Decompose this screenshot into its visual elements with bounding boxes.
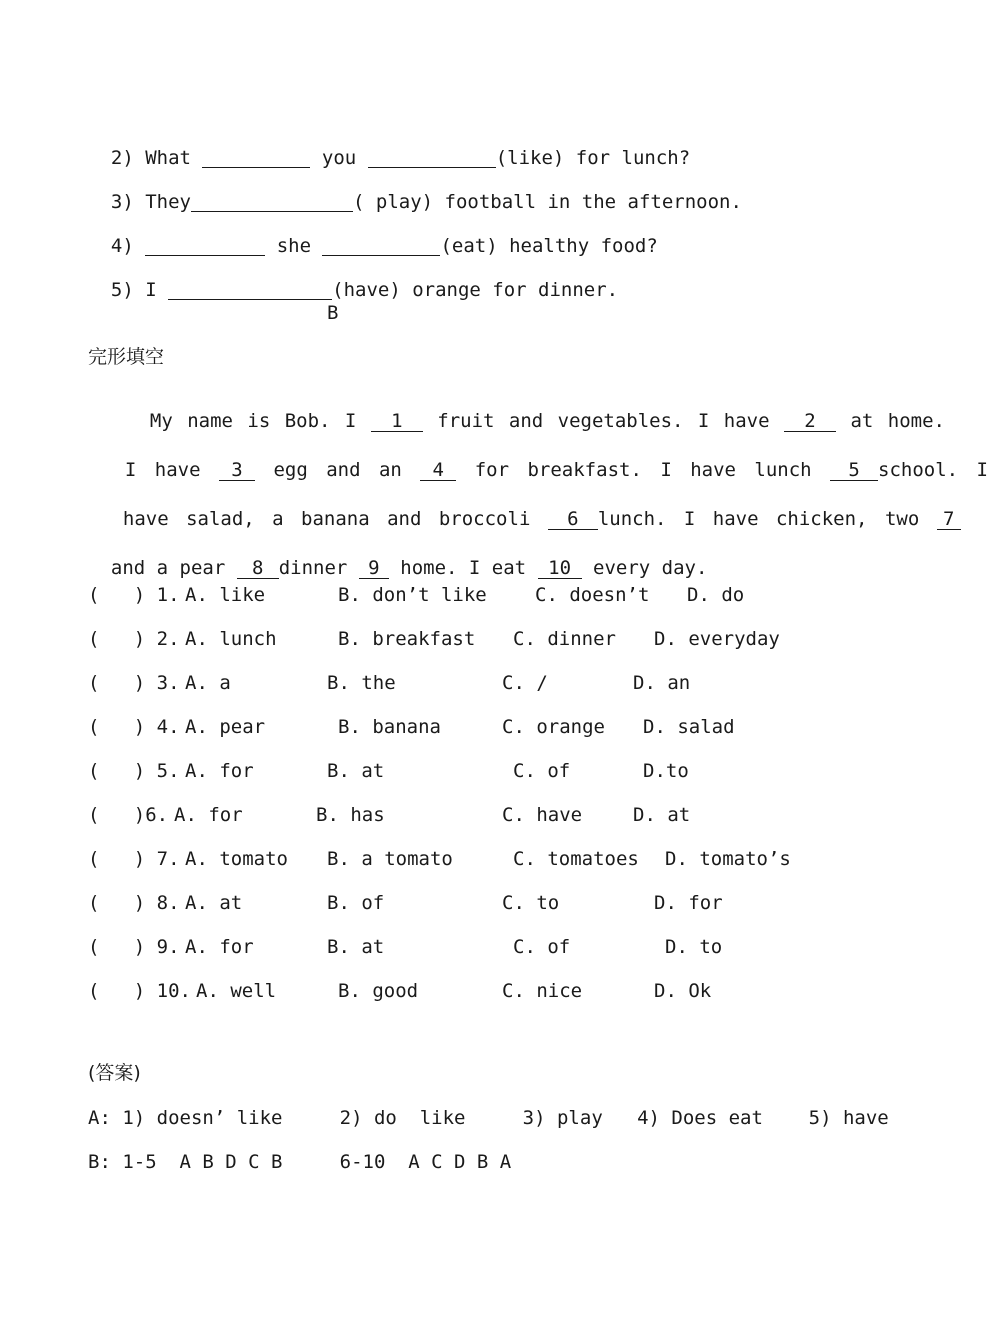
- answer-bracket[interactable]: ( ): [88, 672, 146, 694]
- item-text: you: [321, 146, 357, 169]
- item-text: (like) for lunch?: [495, 146, 691, 169]
- passage-line-3: [88, 491, 961, 530]
- item-number: 2): [110, 146, 134, 169]
- question-row: [88, 760, 180, 782]
- question-number: 2.: [156, 628, 180, 650]
- passage-text: lunch. I have chicken, two: [597, 508, 920, 530]
- item-text: she: [276, 234, 312, 257]
- option-a: A. pear: [185, 716, 266, 738]
- option-d: D. an: [633, 672, 691, 694]
- question-number: 7.: [156, 848, 180, 870]
- answer-bracket[interactable]: ( ): [88, 716, 146, 738]
- option-c: C. dinner: [513, 628, 616, 650]
- item-number: 5): [110, 278, 134, 301]
- answers-a-line: A: 1) doesn’ like 2) do like 3) play 4) Does eat 5) have: [88, 1107, 889, 1129]
- answer-blank[interactable]: [168, 279, 332, 300]
- question-number: 1.: [156, 584, 180, 606]
- answer-blank[interactable]: [191, 191, 353, 212]
- fill-in-item-3: [88, 172, 742, 212]
- passage-text: fruit and vegetables. I have: [437, 410, 770, 432]
- passage-text: and a pear: [110, 557, 226, 579]
- option-a: A. at: [185, 892, 243, 914]
- passage-text: dinner: [278, 557, 348, 579]
- item-number: 4): [110, 234, 134, 257]
- answer-bracket[interactable]: ( ): [88, 628, 146, 650]
- option-d: D.to: [643, 760, 689, 782]
- option-b: B. a tomato: [327, 848, 453, 870]
- passage-line-1: [121, 393, 945, 432]
- blank-number: 6: [548, 510, 598, 530]
- question-number: 8.: [156, 892, 180, 914]
- blank-number: 2: [784, 412, 836, 432]
- blank-number: 8: [237, 559, 279, 579]
- item-number: 3): [110, 190, 134, 213]
- option-c: C. of: [513, 936, 571, 958]
- option-b: B. don’t like: [338, 584, 487, 606]
- question-number: 9.: [156, 936, 180, 958]
- option-a: A. well: [196, 980, 277, 1002]
- option-a: A. like: [185, 584, 266, 606]
- blank-number: 9: [359, 559, 389, 579]
- option-d: D. for: [654, 892, 723, 914]
- option-c: C. of: [513, 760, 571, 782]
- option-c: C. /: [502, 672, 548, 694]
- option-c: C. nice: [502, 980, 583, 1002]
- option-d: D. to: [665, 936, 723, 958]
- passage-text: every day.: [593, 557, 708, 579]
- blank-number: 10: [538, 559, 582, 579]
- passage-text: egg and an: [273, 459, 402, 481]
- option-a: A. for: [174, 804, 243, 826]
- question-row: [88, 584, 180, 606]
- option-c: C. orange: [502, 716, 605, 738]
- answer-bracket[interactable]: ( ): [88, 892, 146, 914]
- option-a: A. tomato: [185, 848, 288, 870]
- answer-bracket[interactable]: ( ): [88, 936, 146, 958]
- answer-bracket[interactable]: ( ): [88, 584, 146, 606]
- option-d: D. Ok: [654, 980, 712, 1002]
- passage-text: have salad, a banana and broccoli: [122, 508, 531, 530]
- item-text: (have) orange for dinner.: [332, 278, 619, 301]
- blank-number: 7: [937, 510, 961, 530]
- question-row: [88, 848, 180, 870]
- option-d: D. everyday: [654, 628, 780, 650]
- answer-bracket[interactable]: ( ): [88, 760, 146, 782]
- option-b: B. banana: [338, 716, 441, 738]
- fill-in-item-4: [88, 216, 658, 256]
- question-number: 10.: [156, 980, 191, 1002]
- option-c: C. to: [502, 892, 560, 914]
- passage-text: at home.: [850, 410, 945, 432]
- answer-bracket[interactable]: ( )6.: [88, 804, 169, 826]
- blank-number: 5: [830, 461, 878, 481]
- blank-number: 4: [420, 461, 456, 481]
- passage-text: I have: [124, 459, 201, 481]
- passage-line-4: [88, 540, 707, 579]
- item-text: They: [145, 190, 191, 213]
- fill-in-item-2: [88, 128, 690, 168]
- option-b: B. at: [327, 760, 385, 782]
- answer-blank[interactable]: [202, 147, 310, 168]
- option-b: B. the: [327, 672, 396, 694]
- option-d: D. salad: [643, 716, 735, 738]
- blank-number: 3: [219, 461, 255, 481]
- passage-text: home. I eat: [400, 557, 527, 579]
- passage-text: school. I: [878, 459, 988, 481]
- option-b: B. good: [338, 980, 419, 1002]
- question-row: [88, 672, 180, 694]
- question-row: [88, 980, 191, 1002]
- question-number: 4.: [156, 716, 180, 738]
- option-d: D. do: [687, 584, 745, 606]
- question-row: [88, 892, 180, 914]
- option-a: A. lunch: [185, 628, 277, 650]
- option-b: B. has: [316, 804, 385, 826]
- option-a: A. a: [185, 672, 231, 694]
- option-b: B. at: [327, 936, 385, 958]
- option-c: C. tomatoes: [513, 848, 639, 870]
- option-a: A. for: [185, 760, 254, 782]
- passage-text: My name is Bob. I: [149, 410, 357, 432]
- answer-blank[interactable]: [145, 235, 265, 256]
- option-d: D. tomato’s: [665, 848, 791, 870]
- question-row: [88, 628, 180, 650]
- question-row: [88, 716, 180, 738]
- section-b-label: B: [327, 302, 339, 324]
- question-row: [88, 936, 180, 958]
- option-c: C. have: [502, 804, 583, 826]
- option-b: B. breakfast: [338, 628, 476, 650]
- answers-b-line: B: 1-5 A B D C B 6-10 A C D B A: [88, 1151, 512, 1173]
- question-number: 3.: [156, 672, 180, 694]
- answer-bracket[interactable]: ( ): [88, 980, 146, 1002]
- item-text: ( play) football in the afternoon.: [353, 190, 742, 213]
- option-d: D. at: [633, 804, 691, 826]
- answer-blank[interactable]: [368, 147, 496, 168]
- passage-line-2: [88, 442, 988, 481]
- option-c: C. doesn’t: [535, 584, 650, 606]
- item-text: (eat) healthy food?: [440, 234, 658, 257]
- option-a: A. for: [185, 936, 254, 958]
- passage-text: for breakfast. I have lunch: [474, 459, 812, 481]
- question-row: [88, 804, 168, 826]
- item-text: What: [145, 146, 191, 169]
- answer-bracket[interactable]: ( ): [88, 848, 146, 870]
- item-text: I: [145, 278, 157, 301]
- option-b: B. of: [327, 892, 385, 914]
- answer-blank[interactable]: [322, 235, 440, 256]
- question-number: 5.: [156, 760, 180, 782]
- answers-heading: (答案): [88, 1062, 141, 1084]
- blank-number: 1: [371, 412, 423, 432]
- fill-in-item-5: [88, 260, 618, 300]
- cloze-heading: 完形填空: [88, 346, 165, 368]
